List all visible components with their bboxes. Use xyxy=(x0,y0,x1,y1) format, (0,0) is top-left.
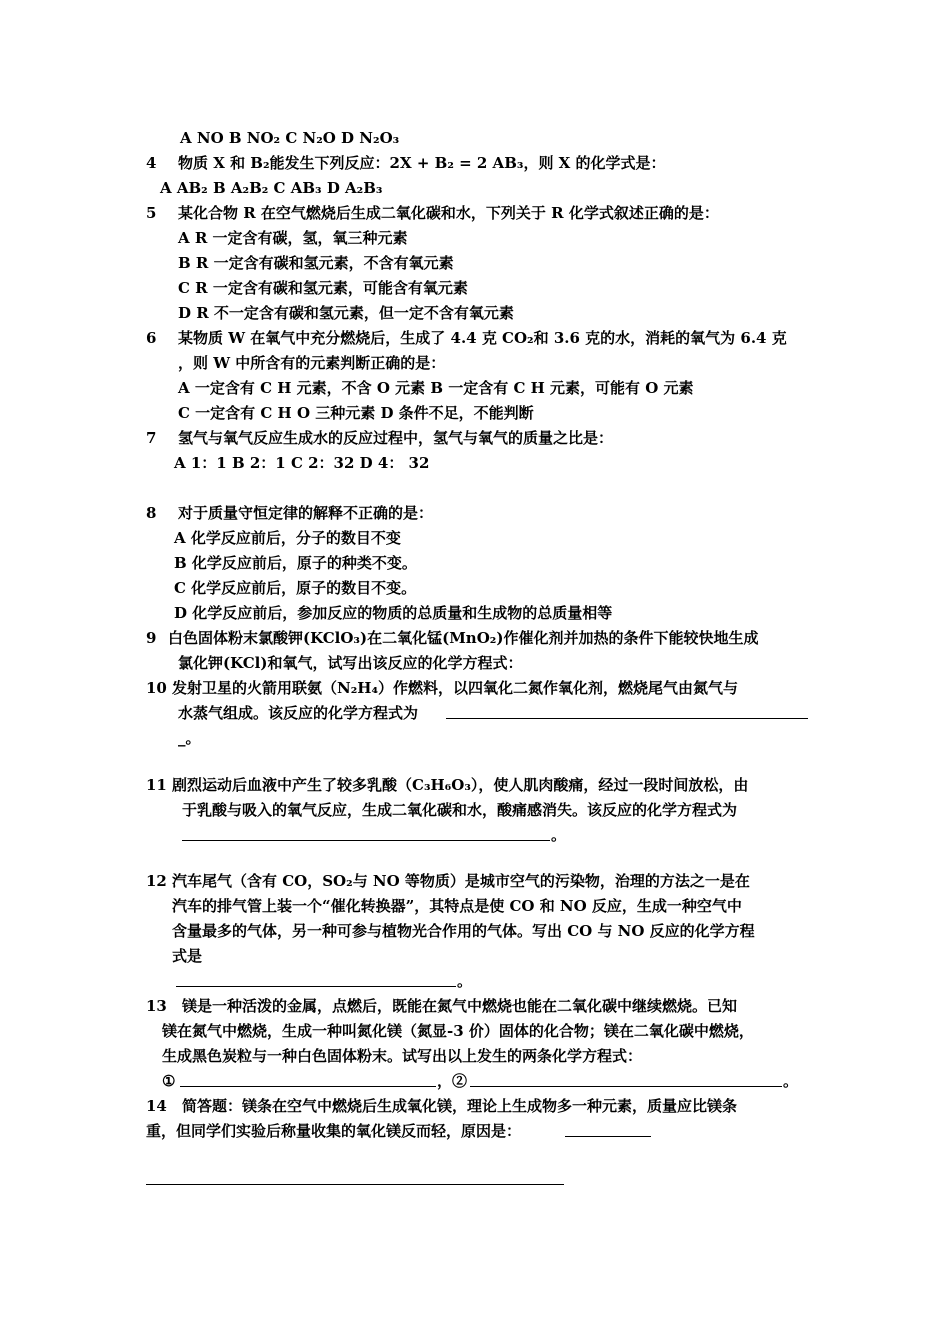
q6-stem-2: ，则 W 中所含有的元素判断正确的是： xyxy=(178,354,446,372)
q11-answer-blank xyxy=(182,840,550,841)
q9-number: 9 xyxy=(146,629,157,647)
q6-options-cd: C 一定含有 C H O 三种元素 D 条件不足，不能判断 xyxy=(178,404,534,422)
q14-line-2: 重，但同学们实验后称量收集的氧化镁反而轻，原因是： xyxy=(146,1122,522,1140)
q14-line-1: 简答题：镁条在空气中燃烧后生成氧化镁，理论上生成物多一种元素，质量应比镁条 xyxy=(182,1097,738,1115)
q5-stem: 某化合物 R 在空气燃烧后生成二氧化碳和水，下列关于 R 化学式叙述正确的是： xyxy=(178,204,719,222)
q14-answer-blank-inline xyxy=(565,1136,651,1137)
q12-end: 。 xyxy=(457,972,473,990)
q3-options: A NO B NO₂ C N₂O D N₂O₃ xyxy=(180,129,400,147)
q11-end: 。 xyxy=(551,826,567,844)
q13-answer-1-label: ① xyxy=(162,1072,176,1090)
q14-answer-blank xyxy=(146,1184,564,1185)
q9-line-1: 白色固体粉末氯酸钾(KClO₃)在二氧化锰(MnO₂)作催化剂并加热的条件下能较快地生成 xyxy=(168,629,759,647)
q6-options-ab: A 一定含有 C H 元素，不含 O 元素 B 一定含有 C H 元素，可能有 O 元素 xyxy=(178,379,694,397)
q5-option-b: B R 一定含有碳和氢元素，不含有氧元素 xyxy=(178,254,454,272)
q13-end: 。 xyxy=(783,1072,799,1090)
q13-answer-1-blank xyxy=(180,1086,436,1087)
q12-line-2: 汽车的排气管上装一个“催化转换器”，其特点是使 CO 和 NO 反应，生成一种空气中 xyxy=(172,897,742,915)
q12-answer-blank xyxy=(176,986,456,987)
q4-number: 4 xyxy=(146,154,157,172)
q12-line-3: 含量最多的气体，另一种可参与植物光合作用的气体。写出 CO 与 NO 反应的化学方程 xyxy=(172,922,755,940)
q11-number: 11 xyxy=(146,776,167,794)
q6-stem-1: 某物质 W 在氧气中充分燃烧后，生成了 4.4 克 CO₂和 3.6 克的水，消耗的氧气为 6.4 克 xyxy=(178,329,787,347)
q13-line-3: 生成黑色炭粒与一种白色固体粉末。试写出以上发生的两条化学方程式： xyxy=(162,1047,643,1065)
q9-line-2: 氯化钾(KCl)和氧气，试写出该反应的化学方程式： xyxy=(178,654,523,672)
q10-answer-blank xyxy=(446,718,808,719)
q12-line-1: 汽车尾气（含有 CO，SO₂与 NO 等物质）是城市空气的污染物，治理的方法之一是在 xyxy=(172,872,750,890)
q10-number: 10 xyxy=(146,679,167,697)
q12-number: 12 xyxy=(146,872,167,890)
q10-line-2: 水蒸气组成。该反应的化学方程式为 xyxy=(178,704,419,722)
q10-line-1: 发射卫星的火箭用联氨（N₂H₄）作燃料，以四氧化二氮作氧化剂，燃烧尾气由氮气与 xyxy=(172,679,739,697)
q13-answer-2-label: ，② xyxy=(437,1072,468,1090)
q13-line-2: 镁在氮气中燃烧，生成一种叫氮化镁（氮显-3 价）固体的化合物；镁在二氧化碳中燃烧， xyxy=(162,1022,754,1040)
q4-stem: 物质 X 和 B₂能发生下列反应：2X + B₂ = 2 AB₃，则 X 的化学式是： xyxy=(178,154,666,172)
q5-option-c: C R 一定含有碳和氢元素，可能含有氧元素 xyxy=(178,279,468,297)
q8-number: 8 xyxy=(146,504,157,522)
q8-option-b: B 化学反应前后，原子的种类不变。 xyxy=(174,554,417,572)
q7-stem: 氢气与氧气反应生成水的反应过程中，氢气与氧气的质量之比是： xyxy=(178,429,614,447)
q8-stem: 对于质量守恒定律的解释不正确的是： xyxy=(178,504,434,522)
q14-number: 14 xyxy=(146,1097,167,1115)
q7-number: 7 xyxy=(146,429,157,447)
q4-options: A AB₂ B A₂B₂ C AB₃ D A₂B₃ xyxy=(160,179,383,197)
q8-option-a: A 化学反应前后，分子的数目不变 xyxy=(174,529,401,547)
q6-number: 6 xyxy=(146,329,157,347)
q8-option-d: D 化学反应前后，参加反应的物质的总质量和生成物的总质量相等 xyxy=(174,604,613,622)
q11-line-1: 剧烈运动后血液中产生了较多乳酸（C₃H₆O₃），使人肌肉酸痛，经过一段时间放松，由 xyxy=(172,776,749,794)
q10-line-3: _。 xyxy=(178,729,201,747)
q8-option-c: C 化学反应前后，原子的数目不变。 xyxy=(174,579,417,597)
q11-line-2: 于乳酸与吸入的氧气反应，生成二氧化碳和水，酸痛感消失。该反应的化学方程式为 xyxy=(182,801,738,819)
q7-options: A 1：1 B 2：1 C 2：32 D 4： 32 xyxy=(174,454,430,472)
q13-line-1: 镁是一种活泼的金属，点燃后，既能在氮气中燃烧也能在二氧化碳中继续燃烧。已知 xyxy=(182,997,738,1015)
q5-option-a: A R 一定含有碳，氢，氧三种元素 xyxy=(178,229,408,247)
q13-answer-2-blank xyxy=(470,1086,782,1087)
q12-line-4: 式是 xyxy=(172,947,203,965)
q5-number: 5 xyxy=(146,204,157,222)
q5-option-d: D R 不一定含有碳和氢元素，但一定不含有氧元素 xyxy=(178,304,514,322)
q13-number: 13 xyxy=(146,997,167,1015)
